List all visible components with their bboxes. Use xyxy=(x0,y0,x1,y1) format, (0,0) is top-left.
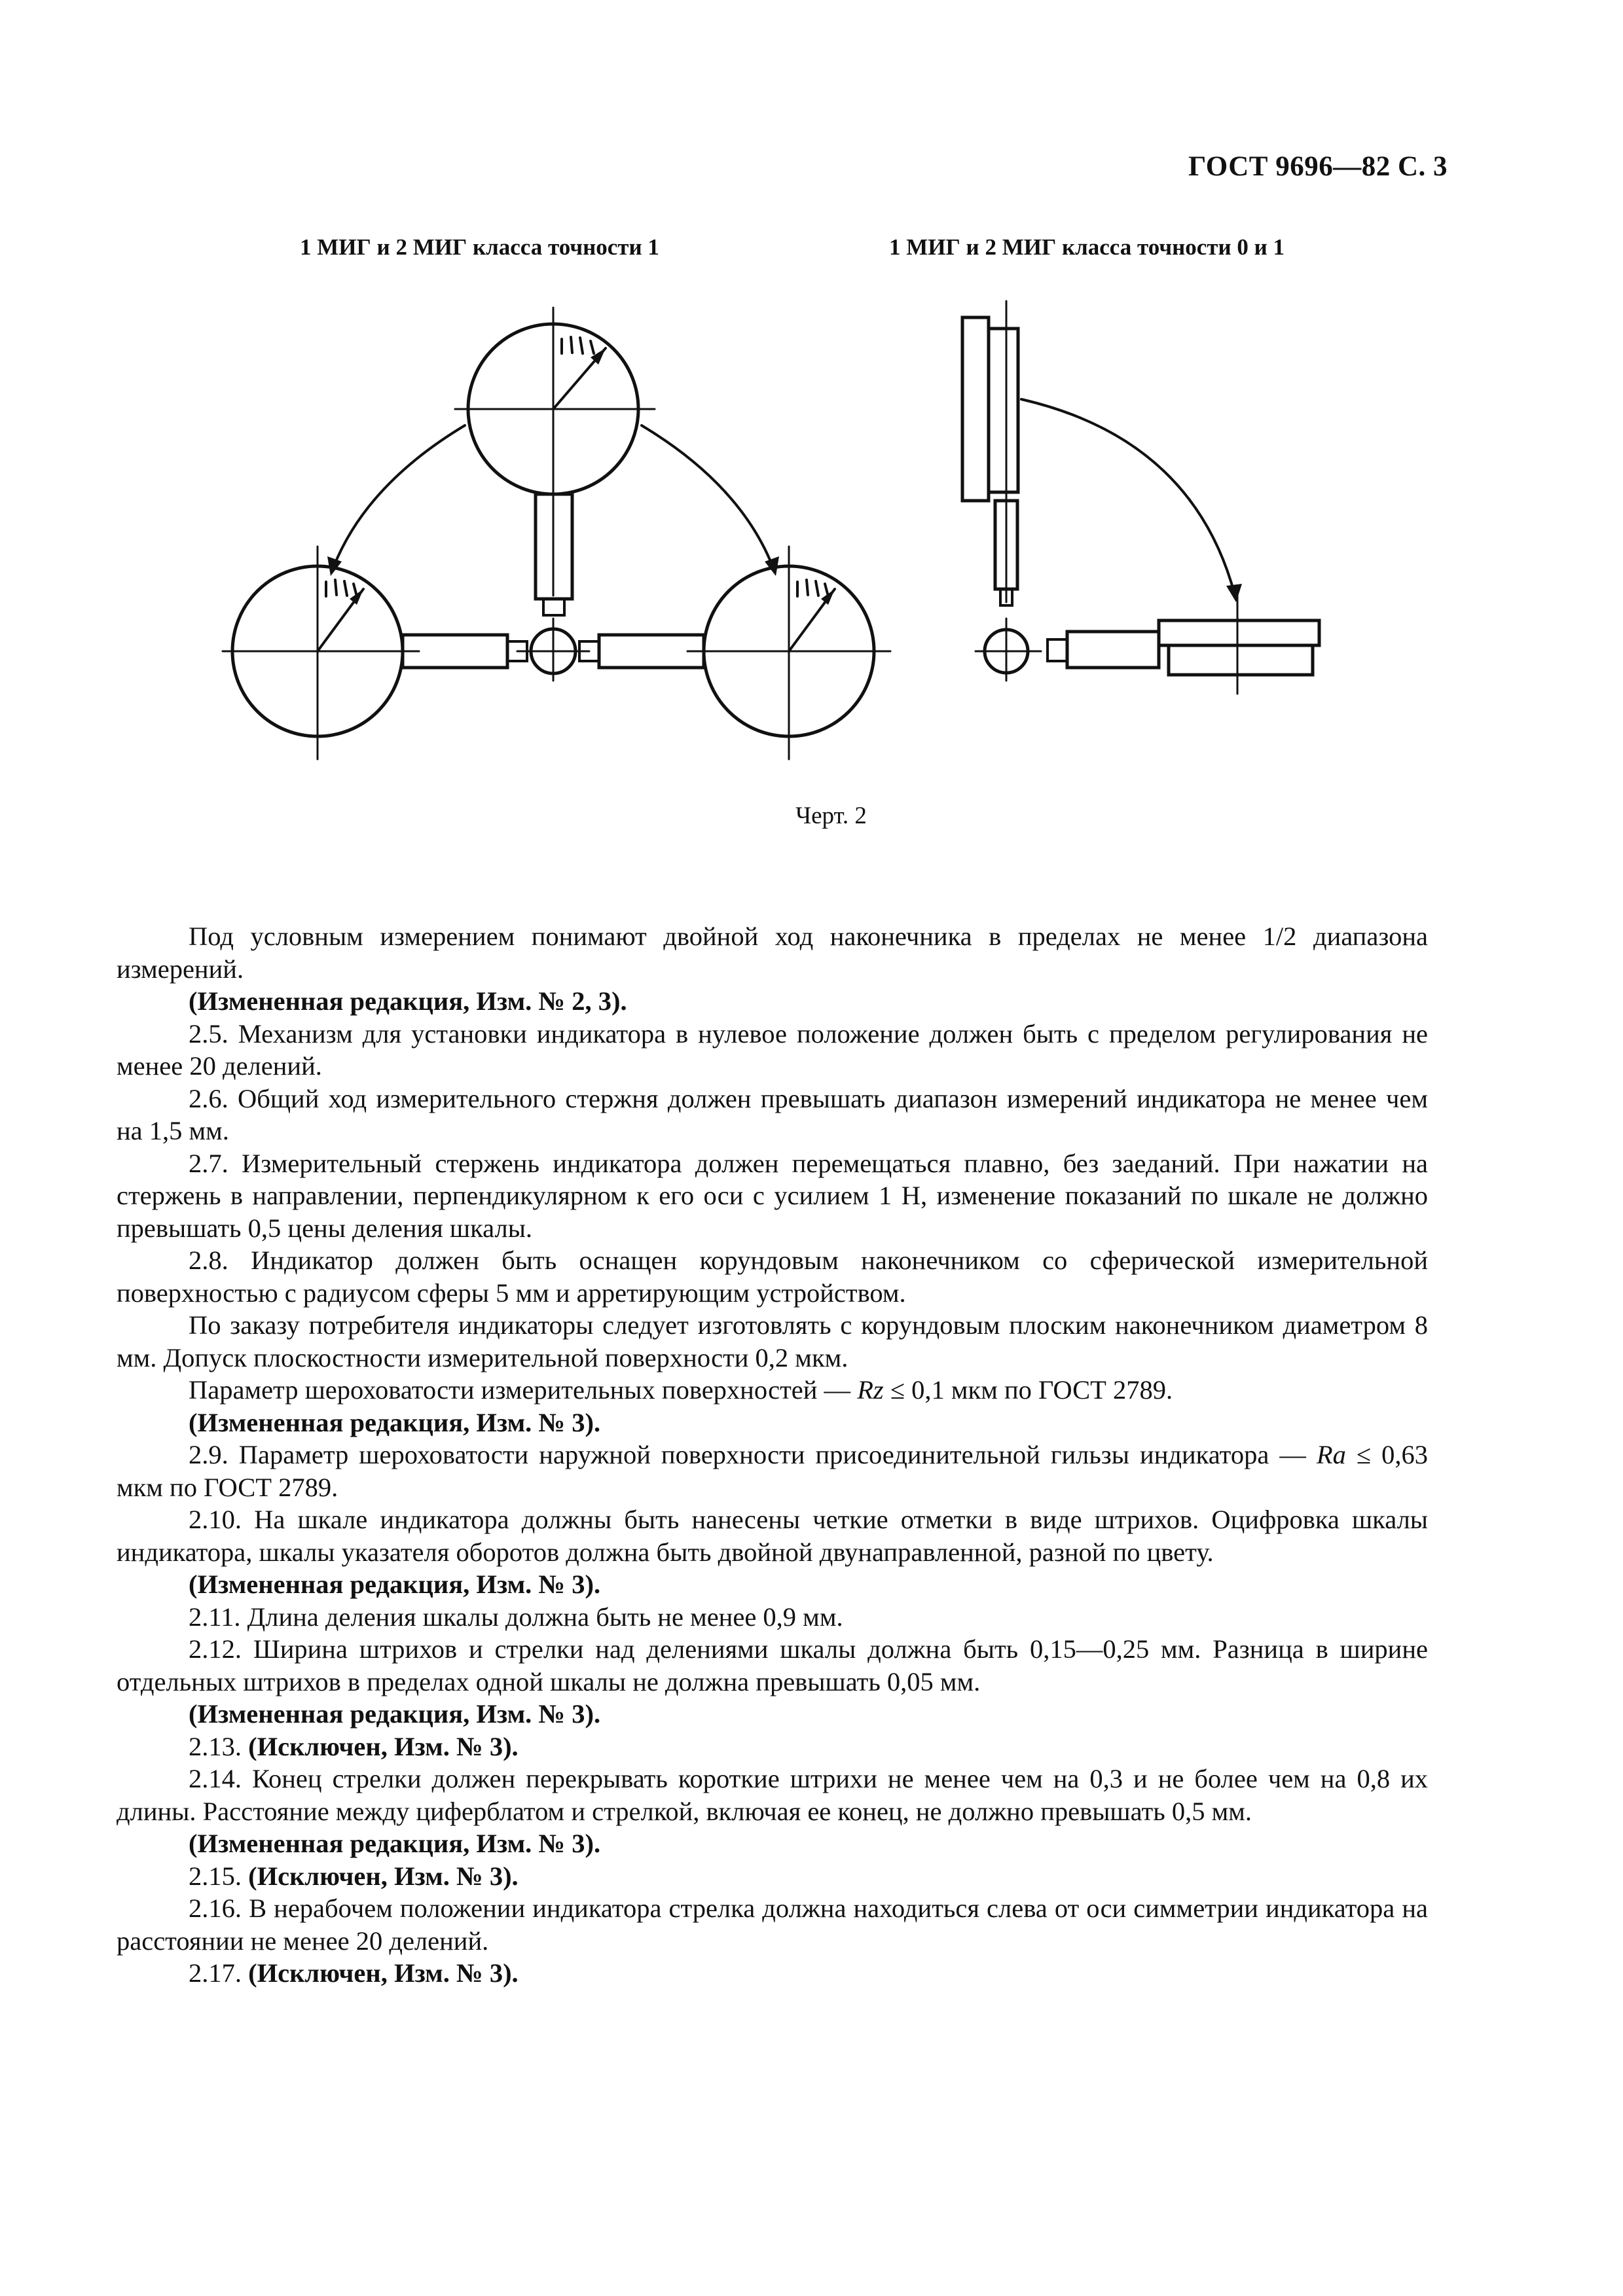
indicator-side-view-horizontal xyxy=(1159,620,1319,645)
left-dial-icon xyxy=(223,547,419,759)
rotation-arrow xyxy=(1021,399,1234,592)
rz-symbol: Rz xyxy=(857,1375,884,1405)
paragraph: 2.14. Конец стрелки должен перекрывать короткие штрихи не менее чем на 0,3 и не более чем на 0,8 их длины. Расстояние между циферблатом и стрелкой, включая ее конец, не должно превышать 0,5 мм. xyxy=(117,1764,1428,1826)
paragraph: По заказу потребителя индикаторы следует изготовлять с корундовым плоским наконечником диаметром 8 мм. Допуск плоскостности измерительной поверхности 0,2 мкм. xyxy=(117,1310,1428,1372)
paragraph: 2.7. Измерительный стержень индикатора должен перемещаться плавно, без заеданий. При нажатии на стержень в направлении, перпендикулярном к его оси с усилием 1 Н, изменение показаний по шкале не должно превышать 0,5 цены деления шкалы. xyxy=(117,1148,1428,1243)
indicator-positions-drawing xyxy=(0,288,1623,785)
top-dial-icon xyxy=(455,308,655,511)
paragraph: 2.11. Длина деления шкалы должна быть не менее 0,9 мм. xyxy=(189,1602,843,1632)
amendment-note: (Измененная редакция, Изм. № 3). xyxy=(189,1407,601,1437)
paragraph: 2.16. В нерабочем положении индикатора стрелка должна находиться слева от оси симметрии индикатора на расстоянии не менее 20 делений. xyxy=(117,1893,1428,1956)
paragraph: 2.13. (Исключен, Изм. № 3). xyxy=(189,1731,519,1761)
rotation-arrow-right xyxy=(642,425,773,566)
amendment-note: (Измененная редакция, Изм. № 3). xyxy=(189,1699,601,1729)
excluded-note: (Исключен, Изм. № 3). xyxy=(248,1861,519,1891)
body-text xyxy=(117,920,1428,1990)
figure-label: Черт. 2 xyxy=(795,802,867,829)
paragraph: 2.15. (Исключен, Изм. № 3). xyxy=(189,1861,519,1891)
paragraph: 2.9. Параметр шероховатости наружной поверхности присоединительной гильзы индикатора — Ra ≤ 0,63 мкм по ГОСТ 2789. xyxy=(117,1440,1428,1502)
paragraph: 2.6. Общий ход измерительного стержня должен превышать диапазон измерений индикатора не менее чем на 1,5 мм. xyxy=(117,1083,1428,1145)
amendment-note: (Измененная редакция, Изм. № 3). xyxy=(189,1570,601,1599)
paragraph: Параметр шероховатости измерительных поверхностей — Rz ≤ 0,1 мкм по ГОСТ 2789. xyxy=(189,1375,1173,1405)
figure-caption-left: 1 МИГ и 2 МИГ класса точности 1 xyxy=(300,234,659,260)
paragraph: Под условным измерением понимают двойной ход наконечника в пределах не менее 1/2 диапазона измерений. xyxy=(117,922,1428,984)
rotation-arrow-left xyxy=(334,425,465,566)
indicator-side-view xyxy=(962,317,989,501)
paragraph: 2.8. Индикатор должен быть оснащен корундовым наконечником со сферической измерительной поверхностью с радиусом сферы 5 мм и арретирующим устройством. xyxy=(117,1246,1428,1308)
amendment-note: (Измененная редакция, Изм. № 3). xyxy=(189,1829,601,1858)
amendment-note: (Измененная редакция, Изм. № 2, 3). xyxy=(189,986,627,1016)
paragraph: 2.10. На шкале индикатора должны быть нанесены четкие отметки в виде штрихов. Оцифровка шкалы индикатора, шкалы указателя оборотов должна быть двойной двунаправленной, разной по цвету. xyxy=(117,1505,1428,1567)
running-head: ГОСТ 9696—82 С. 3 xyxy=(1188,151,1448,182)
excluded-note: (Исключен, Изм. № 3). xyxy=(248,1731,519,1761)
paragraph: 2.17. (Исключен, Изм. № 3). xyxy=(189,1958,519,1988)
paragraph: 2.5. Механизм для установки индикатора в нулевое положение должен быть с пределом регулирования не менее 20 делений. xyxy=(117,1018,1428,1081)
figure-caption-right: 1 МИГ и 2 МИГ класса точности 0 и 1 xyxy=(889,234,1285,260)
right-assembly xyxy=(962,301,1319,694)
paragraph: 2.12. Ширина штрихов и стрелки над делениями шкалы должна быть 0,15—0,25 мм. Разница в ширине отдельных штрихов в пределах одной шкалы не должна превышать 0,05 мм. xyxy=(117,1634,1428,1696)
left-assembly xyxy=(223,308,890,759)
excluded-note: (Исключен, Изм. № 3). xyxy=(248,1958,519,1988)
ra-symbol: Ra xyxy=(1316,1440,1346,1469)
right-dial-icon xyxy=(687,547,890,759)
